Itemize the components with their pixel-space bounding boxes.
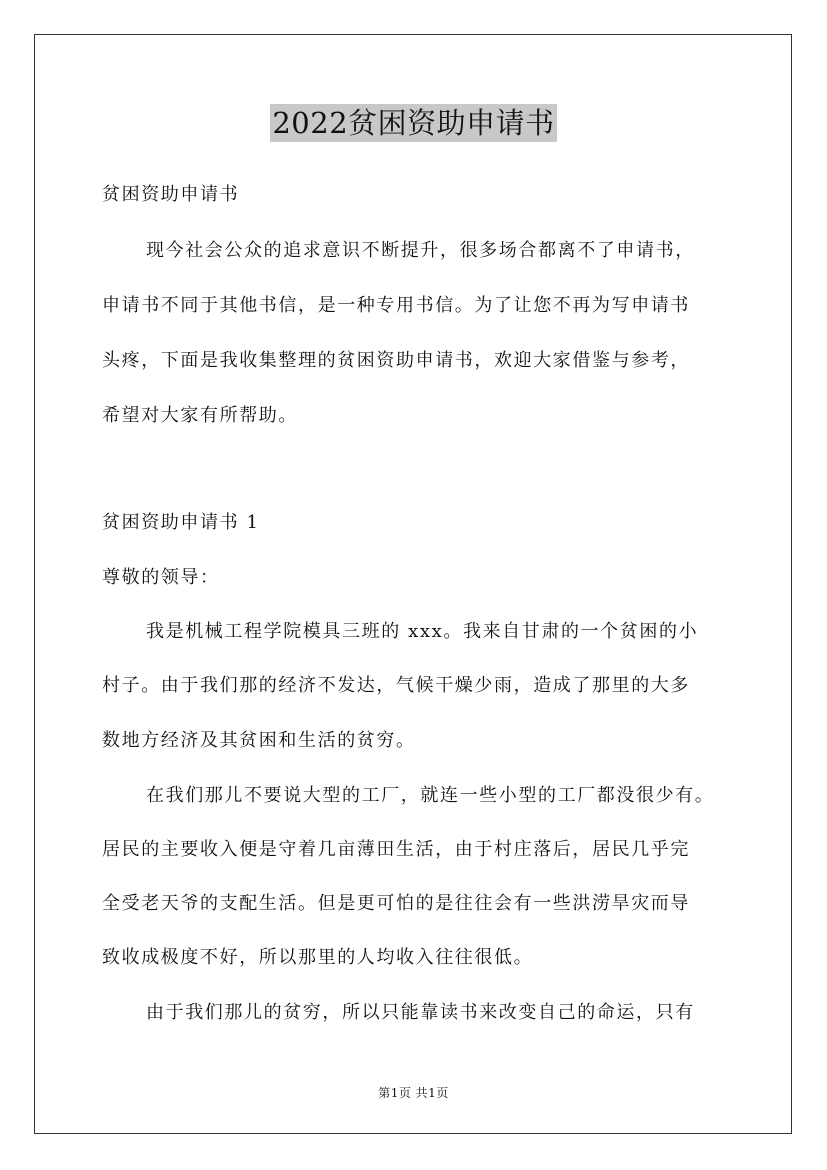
body-line: 村子。由于我们那的经济不发达，气候干燥少雨，造成了那里的大多 <box>102 675 690 696</box>
intro-line: 现今社会公众的追求意识不断提升，很多场合都离不了申请书， <box>146 240 695 261</box>
body-line: 在我们那儿不要说大型的工厂，就连一些小型的工厂都没很少有。 <box>146 785 715 806</box>
body-line: 数地方经济及其贫困和生活的贫穷。 <box>102 730 416 751</box>
body-line: 我是机械工程学院模具三班的 xxx。我来自甘肃的一个贫困的小 <box>146 621 699 642</box>
intro-line: 申请书不同于其他书信，是一种专用书信。为了让您不再为写申请书 <box>102 295 690 316</box>
intro-line: 希望对大家有所帮助。 <box>102 405 298 426</box>
salutation: 尊敬的领导： <box>102 567 220 588</box>
page-footer: 第1页 共1页 <box>378 1086 449 1100</box>
document-subtitle: 贫困资助申请书 <box>102 184 240 205</box>
body-line: 全受老天爷的支配生活。但是更可怕的是往往会有一些洪涝旱灾而导 <box>102 893 690 914</box>
body-line: 致收成极度不好，所以那里的人均收入往往很低。 <box>102 947 534 968</box>
body-line: 居民的主要收入便是守着几亩薄田生活，由于村庄落后，居民几乎完 <box>102 839 690 860</box>
title-container <box>0 104 827 142</box>
body-line: 由于我们那儿的贫穷，所以只能靠读书来改变自己的命运，只有 <box>146 1002 695 1023</box>
intro-line: 头疼，下面是我收集整理的贫困资助申请书，欢迎大家借鉴与参考， <box>102 350 690 371</box>
document-title: 2022贫困资助申请书 <box>272 106 555 140</box>
section-heading: 贫困资助申请书 1 <box>102 512 260 533</box>
